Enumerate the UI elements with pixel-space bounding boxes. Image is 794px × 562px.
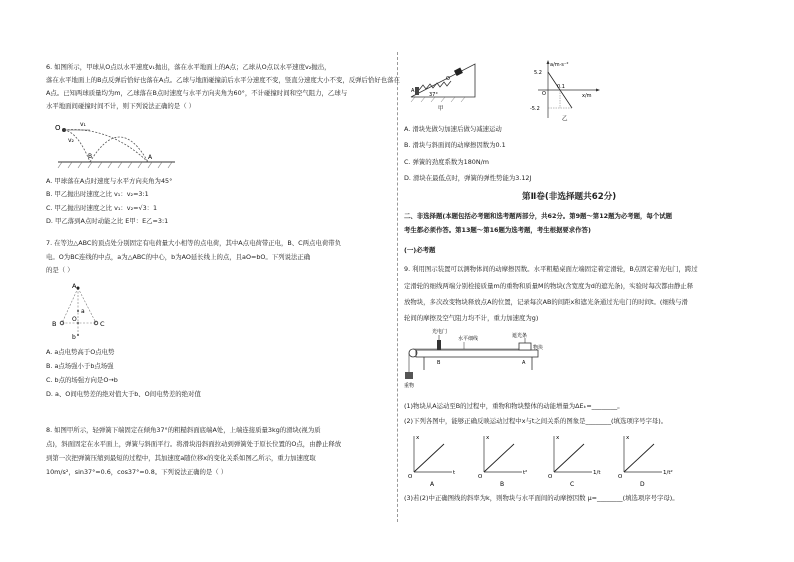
q9-graph-options [404,432,744,487]
q8-yi-ytick-pos: 5.2 [534,70,542,76]
q9-graph-b-xlabel: t² [523,470,528,476]
q7-option-d: D. a、O间电势差的绝对值大于b、O间电势差的绝对值 [46,390,201,398]
q8-yi-origin: O [542,91,546,97]
q9-graph-c [548,435,601,488]
section-desc-line-2: 考生都必须作答。第13题～第16题为选考题，考生根据要求作答) [404,226,591,234]
q8-line-1: 8. 如图甲所示，轻弹簧下端固定在倾角37°的粗糙斜面底端A处，上端连接质量3kg的滑块(视为质 [46,426,321,434]
q6-label-v2: v₂ [68,137,74,144]
q6-line-4: 水平地面间碰撞时间不计，则下列说法正确的是（ ） [46,102,196,110]
q6-label-v1: v₁ [80,121,86,128]
q9-label-gate: 光电门 [432,329,448,335]
q9-label-weight: 重物 [404,383,415,389]
q9-graph-c-origin: O [548,474,553,480]
q9-graph-a-xlabel: t [453,470,456,476]
q9-line-3: 放物块，多次改变物块释放点A的位置，记录每次AB的间距x和遮光条通过光电门的时间t。(细线与滑 [404,298,688,306]
sub-section-title: (一)必考题 [404,246,436,254]
q7-option-b: B. a点场强小于b点场强 [46,362,114,370]
q6-label-O: O [55,124,61,132]
q9-graph-d-opt: D [640,481,645,488]
q8-label-jia: 甲 [438,106,444,112]
q9-label-line: 水平细线 [458,336,479,342]
q7-label-C: C [100,320,105,328]
q7-line-1: 7. 在等边△ABC的顶点处分别固定有电荷量大小相等的点电荷，其中A点电荷带正电，B、C两点电荷带负 [46,239,341,247]
q9-graph-c-ylabel: x [556,435,560,441]
q9-line-2: 定滑轮的细线两端分别栓接质量m的重物和质量M的物块(含宽度为d的遮光条)，实验时每次都由静止释 [404,282,694,290]
q9-graph-d-origin: O [618,474,623,480]
q8-figure-jia [405,52,485,112]
q9-line-4: 轮间的摩擦及空气阻力均不计，重力加速度为g) [404,314,539,322]
q9-line-1: 9. 利用图示装置可以测物体间的动摩擦因数。水平粗糙桌面左端固定着定滑轮，B点固定着光电门，跨过 [404,265,698,273]
q8-option-b: B. 滑块与斜面间的动摩擦因数为0.1 [404,141,506,149]
q8-option-d: D. 滑块在最低点时，弹簧的弹性势能为3.12J [404,174,532,182]
q9-graph-a-ylabel: x [416,435,420,441]
q9-graph-a-origin: O [408,474,413,480]
q9-sub-3: (3)若(2)中正确图线的斜率为k，则物块与水平面间的动摩擦因数 μ=________(填选项序号字母)。 [404,494,679,502]
column-divider [397,52,398,522]
q7-label-A: A [72,282,77,290]
q9-apparatus-figure [404,330,554,400]
q9-graph-a-opt: A [430,481,435,488]
q8-line-3: 到第一次把弹簧压缩到最短的过程中，其加速度a随位移x的变化关系如图乙所示，重力加速度取 [46,454,316,462]
q6-line-3: A点。已知两球质量均为m，乙球落在B点时速度与水平方向夹角为60°，不计碰撞时间和空气阻力，乙球与 [46,89,348,97]
q6-figure [50,122,180,170]
q7-option-c: C. b点的场强方向是O→b [46,376,118,384]
q7-label-a: a [81,308,85,315]
q6-label-A: A [148,154,153,161]
q8-line-2: 点)，斜面固定在水平面上，弹簧与斜面平行。将滑块沿斜面拉动到弹簧处于原长位置的O点，由静止释放 [46,440,342,448]
q9-graph-b-opt: B [500,481,505,488]
q6-option-b: B. 甲乙抛出时速度之比 v₁：v₂=3:1 [46,190,149,198]
q7-label-b: b [72,334,76,341]
q6-label-B: B [88,153,93,160]
q9-graph-d-ylabel: x [626,435,630,441]
q7-line-3: 的是（ ） [46,266,74,274]
q9-graph-d-xlabel: 1/t² [663,470,673,476]
q7-line-2: 电。O为BC连线的中点，a为△ABC的中心，b为AO延长线上的点，且aO=bO。下列说法正确 [46,253,311,261]
q9-graph-c-opt: C [570,481,575,488]
q8-yi-xtick: 0.1 [557,84,565,90]
q8-yi-ytick-neg: -5.2 [530,106,540,112]
q8-jia-A: A [411,88,415,94]
q8-angle-label: 37° [429,92,438,98]
q9-label-block: 物块 [533,345,544,351]
q7-option-a: A. a点电势高于O点电势 [46,348,115,356]
q6-option-a: A. 甲球落在A点时速度与水平方向夹角为45° [46,177,173,185]
q9-label-B: B [437,360,441,366]
q8-line-4: 10m/s²，sin37°=0.6，cos37°=0.8。下列说法正确的是（ ） [46,468,228,476]
q9-sub-1: (1)物块从A运动至B的过程中，重物和物块整体的动能增量为ΔEₖ=________。 [404,402,624,410]
q9-label-strip: 遮光条 [512,333,528,339]
q9-label-A: A [522,360,526,366]
q8-label-yi: 乙 [562,116,568,122]
q9-graph-b-origin: O [478,474,483,480]
q9-graph-a [408,435,456,488]
q8-jia-O: O [446,76,450,82]
q7-label-B: B [52,320,57,328]
q6-line-2: 落在水平地面上的B点反弹后恰好也落在A点。乙球与地面碰撞前后水平分速度不变，竖直分速度大小不变，反弹后恰好也落在 [46,76,400,84]
q9-graph-d [618,435,673,488]
q9-sub-2: (2)下列各图中，能够正确反映运动过程中x与t之间关系的图象是________(填选项序号字母)。 [404,417,668,425]
q7-figure [52,283,142,343]
q7-label-O: O [72,316,77,323]
q8-figure-yi [528,58,608,122]
q6-option-c: C. 甲乙抛出时速度之比 v₁：v₂=√3：1 [46,204,158,212]
q6-option-d: D. 甲乙落到A点时动能之比 E甲：E乙=3:1 [46,217,169,225]
q8-yi-axis-x: x/m [582,93,592,99]
q9-graph-c-xlabel: 1/t [593,470,601,476]
q6-line-1: 6. 如图所示，甲球从O点以水平速度v₁抛出，落在水平地面上的A点；乙球从O点以水平速度v₂抛出， [46,63,331,71]
q8-option-a: A. 滑块先做匀加速后做匀减速运动 [404,125,502,133]
section-title: 第Ⅱ卷(非选择题共62分) [522,192,617,202]
q9-graph-b-ylabel: x [486,435,490,441]
q8-yi-axis-a: a/m·s⁻² [550,62,569,68]
q8-option-c: C. 弹簧的劲度系数为180N/m [404,158,490,166]
section-desc-line-1: 二、非选择题(本题包括必考题和选考题两部分，共62分。第9题～第12题为必考题，每个试题 [404,212,672,220]
q9-graph-b [478,435,527,488]
